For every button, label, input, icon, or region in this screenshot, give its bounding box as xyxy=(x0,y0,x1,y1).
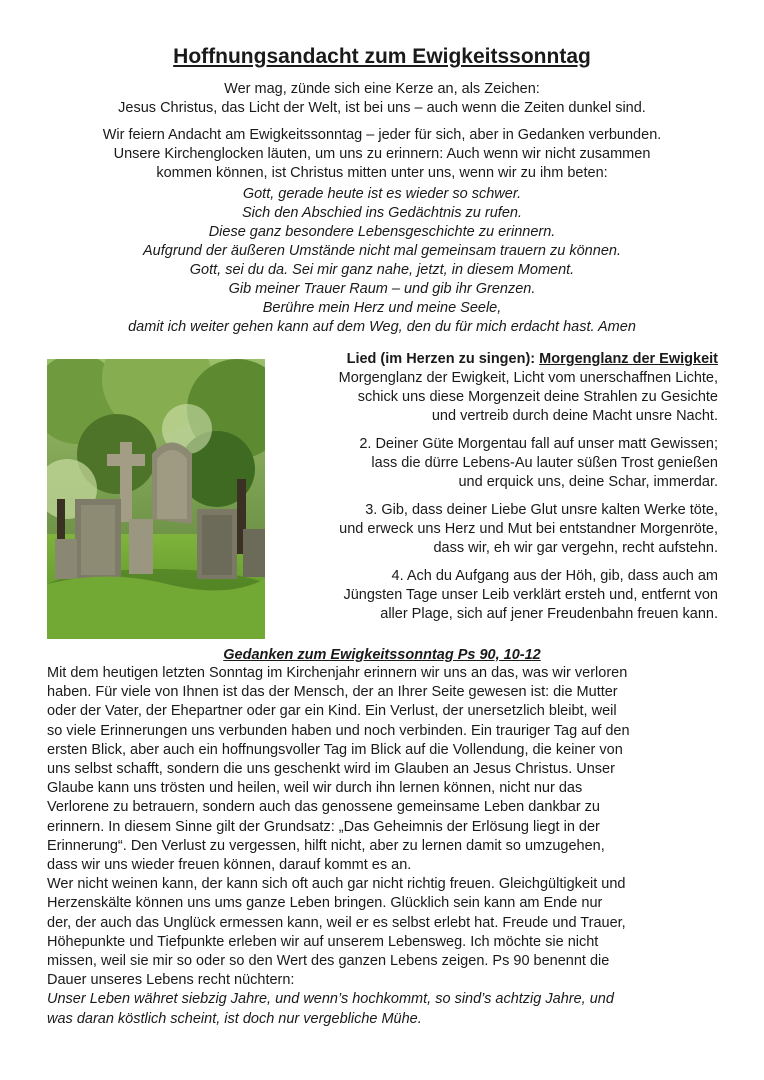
reflection-line: so viele Erinnerungen uns verbunden haben und noch verbinden. Ein trauriger Tag auf den xyxy=(47,722,630,739)
prayer-line: Gib meiner Trauer Raum – und gib ihr Grenzen. xyxy=(228,281,536,297)
song-line: und erweck uns Herz und Mut bei entstandner Morgenröte, xyxy=(339,521,718,537)
reflection-text xyxy=(47,664,727,1029)
service-line: Unsere Kirchenglocken läuten, um uns zu erinnern: Auch wenn wir nicht zusammen xyxy=(113,146,651,162)
prayer-line: Gott, gerade heute ist es wieder so schwer. xyxy=(242,186,522,202)
song-verse-3 xyxy=(278,501,718,558)
prayer-line: damit ich weiter gehen kann auf dem Weg, den du für mich erdacht hast. Amen xyxy=(128,319,636,335)
song-line: 4. Ach du Aufgang aus der Höh, gib, dass auch am xyxy=(391,568,718,584)
psalm-quote-line: was daran köstlich scheint, ist doch nur vergebliche Mühe. xyxy=(47,1010,422,1027)
reflection-line: Höhepunkte und Tiefpunkte erleben wir auf unserem Lebensweg. Ich möchte sie nicht xyxy=(47,933,599,950)
prayer-line: Aufgrund der äußeren Umstände nicht mal gemeinsam trauern zu können. xyxy=(143,243,621,259)
service-text xyxy=(0,126,764,183)
reflection-line: erinnern. In diesem Sinne gilt der Grundsatz: „Das Geheimnis der Erlösung liegt in der xyxy=(47,818,600,835)
song-line: dass wir, eh wir gar vergehn, recht aufstehn. xyxy=(433,540,718,556)
song xyxy=(278,350,718,624)
page-title: Hoffnungsandacht zum Ewigkeitssonntag xyxy=(173,45,591,68)
song-line: und erquick uns, deine Schar, immerdar. xyxy=(458,474,718,490)
song-title xyxy=(278,350,718,369)
reflection-line: haben. Für viele von Ihnen ist das der Mensch, der an Ihrer Seite gewesen ist: die Mutter xyxy=(47,684,618,701)
reflection-title: Gedanken zum Ewigkeitssonntag Ps 90, 10-12 xyxy=(223,647,541,663)
song-line: 3. Gib, dass deiner Liebe Glut unsre kalten Werke töte, xyxy=(365,502,718,518)
prayer-line: Diese ganz besondere Lebensgeschichte zu erinnern. xyxy=(208,224,556,240)
reflection-line: ersten Blick, aber auch ein hoffnungsvoller Tag im Blick auf die Vollendung, die keiner von xyxy=(47,741,623,758)
song-title-name: Morgenglanz der Ewigkeit xyxy=(539,351,718,367)
song-verse-1 xyxy=(278,369,718,426)
service-line: kommen können, ist Christus mitten unter uns, wenn wir zu ihm beten: xyxy=(156,165,608,181)
reflection-line: Erinnerung“. Den Verlust zu vergessen, hilft nicht, aber zu lernen damit so umzugehen, xyxy=(47,837,605,854)
song-title-prefix: Lied (im Herzen zu singen): xyxy=(346,351,540,367)
reflection-line: Glaube kann uns trösten und heilen, weil wir durch ihn lernen können, nicht nur das xyxy=(47,780,583,797)
prayer-line: Sich den Abschied ins Gedächtnis zu rufen. xyxy=(242,205,522,221)
reflection-line: missen, weil sie mir so oder so den Wert des ganzen Lebens zeigen. Ps 90 benennt die xyxy=(47,953,610,970)
intro-line: Jesus Christus, das Licht der Welt, ist bei uns – auch wenn die Zeiten dunkel sind. xyxy=(118,100,646,116)
song-verse-4 xyxy=(278,567,718,624)
reflection-line: Herzenskälte können uns ums ganze Leben bringen. Glücklich sein kann am Ende nur xyxy=(47,895,603,912)
reflection-line: Dauer unseres Lebens recht nüchtern: xyxy=(47,972,295,989)
song-line: Morgenglanz der Ewigkeit, Licht vom unerschaffnen Lichte, xyxy=(338,370,718,386)
cemetery-photo xyxy=(47,359,265,639)
reflection-line: Verlorene zu betrauern, sondern auch das genossene gemeinsame Leben dankbar zu xyxy=(47,799,600,816)
reflection-line: Wer nicht weinen kann, der kann sich oft auch gar nicht richtig freuen. Gleichgültigkeit und xyxy=(47,876,626,893)
song-verse-2 xyxy=(278,435,718,492)
prayer-line: Berühre mein Herz und meine Seele, xyxy=(262,300,502,316)
song-line: lass die dürre Lebens-Au lauter süßen Trost genießen xyxy=(371,455,718,471)
intro-line: Wer mag, zünde sich eine Kerze an, als Zeichen: xyxy=(224,81,540,97)
reflection-line: Mit dem heutigen letzten Sonntag im Kirchenjahr erinnern wir uns an das, was wir verloren xyxy=(47,665,628,681)
intro-text xyxy=(0,80,764,118)
reflection-line: oder der Vater, der Ehepartner oder gar ein Kind. Ein Verlust, der unersetzlich bleibt, weil xyxy=(47,703,617,720)
reflection-line: uns selbst schafft, sondern die uns geschenkt wird im Glauben an Jesus Christus. Unser xyxy=(47,761,615,778)
psalm-quote-line: Unser Leben währet siebzig Jahre, und wenn’s hochkommt, so sind’s achtzig Jahre, und xyxy=(47,991,614,1008)
prayer-line: Gott, sei du da. Sei mir ganz nahe, jetzt, in diesem Moment. xyxy=(189,262,575,278)
song-line: 2. Deiner Güte Morgentau fall auf unser matt Gewissen; xyxy=(359,436,718,452)
song-line: Jüngsten Tage unser Leib verklärt ersteh und, entfernt von xyxy=(343,587,718,603)
service-line: Wir feiern Andacht am Ewigkeitssonntag – jeder für sich, aber in Gedanken verbunden. xyxy=(102,127,662,143)
reflection-line: dass wir uns wieder freuen können, darauf kommt es an. xyxy=(47,857,412,874)
song-line: schick uns diese Morgenzeit deine Strahlen zu Gesichte xyxy=(357,389,718,405)
song-line: aller Plage, sich auf jener Freudenbahn freuen kann. xyxy=(380,606,718,622)
song-line: und vertreib durch deine Macht unsre Nacht. xyxy=(431,408,718,424)
reflection-line: der, der auch das Unglück ermessen kann, weil er es selbst erlebt hat. Freude und Trauer, xyxy=(47,914,626,931)
prayer xyxy=(0,185,764,337)
